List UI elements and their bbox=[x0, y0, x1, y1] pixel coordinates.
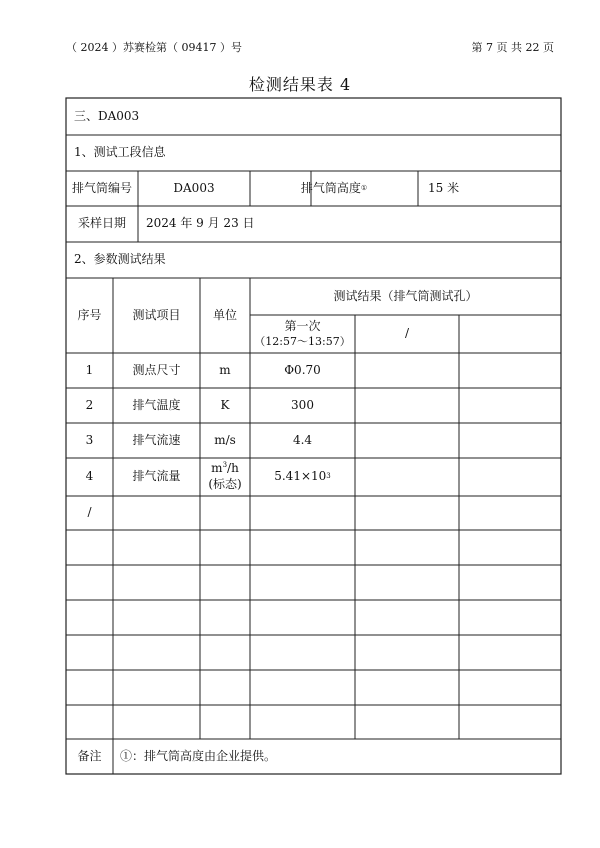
row2-item: 排气温度 bbox=[132, 397, 181, 412]
row4-unit-main: $m^3/h$ bbox=[211, 461, 239, 476]
first-test-time: （12:57～13:57） bbox=[254, 334, 351, 348]
outlet-number-label: 排气筒编号 bbox=[71, 180, 132, 195]
footnote-mark: ① bbox=[360, 183, 368, 192]
column-header-unit: 单位 bbox=[212, 307, 237, 322]
column-header-first-test bbox=[250, 315, 355, 353]
row3-item: 排气流速 bbox=[132, 432, 181, 447]
row3-seq: 3 bbox=[85, 432, 94, 447]
subsection-heading: 2、参数测试结果 bbox=[74, 252, 166, 267]
first-test-label: 第一次 bbox=[284, 319, 321, 334]
sampling-date-label: 采样日期 bbox=[77, 216, 126, 231]
section-heading: 三、DA003 bbox=[74, 108, 140, 123]
sampling-date-value: 2024 年 9 月 23 日 bbox=[146, 216, 255, 231]
row4-unit bbox=[200, 458, 250, 496]
row2-value: 300 bbox=[291, 397, 314, 412]
column-header-item: 测试项目 bbox=[132, 307, 181, 322]
row1-item: 测点尺寸 bbox=[132, 362, 181, 377]
empty-row-seq: / bbox=[87, 505, 92, 520]
outlet-height-label bbox=[250, 171, 418, 206]
row1-seq: 1 bbox=[85, 362, 94, 377]
outlet-number-value: DA003 bbox=[173, 180, 215, 195]
column-header-second-test: / bbox=[404, 326, 410, 341]
remark-label: 备注 bbox=[77, 748, 102, 763]
row4-value: 5.41×10 3 bbox=[274, 469, 331, 484]
row1-value: Φ0.70 bbox=[284, 362, 321, 377]
page-info: 第 7 页 共 22 页 bbox=[471, 41, 554, 54]
outlet-height-label-text: 排气筒高度 bbox=[300, 180, 361, 195]
column-header-result: 测试结果（排气筒测试孔） bbox=[333, 288, 478, 303]
column-header-seq: 序号 bbox=[77, 307, 102, 322]
outlet-height-value: 15 米 bbox=[428, 180, 460, 195]
row3-unit: m/s bbox=[214, 432, 236, 447]
row2-unit: K bbox=[220, 397, 230, 412]
report-number: （ 2024 ）苏赛检第（ 09417 ）号 bbox=[66, 41, 242, 54]
row2-seq: 2 bbox=[85, 397, 94, 412]
page-title: 检测结果表 4 bbox=[248, 75, 352, 94]
row1-unit: m bbox=[219, 362, 231, 377]
row4-item: 排气流量 bbox=[132, 469, 181, 484]
row4-unit-note: (标态) bbox=[208, 477, 242, 491]
row3-value: 4.4 bbox=[292, 432, 313, 447]
row4-seq: 4 bbox=[85, 469, 94, 484]
subsection-heading: 1、测试工段信息 bbox=[74, 145, 166, 160]
remark-text: ①：排气筒高度由企业提供。 bbox=[120, 748, 277, 763]
